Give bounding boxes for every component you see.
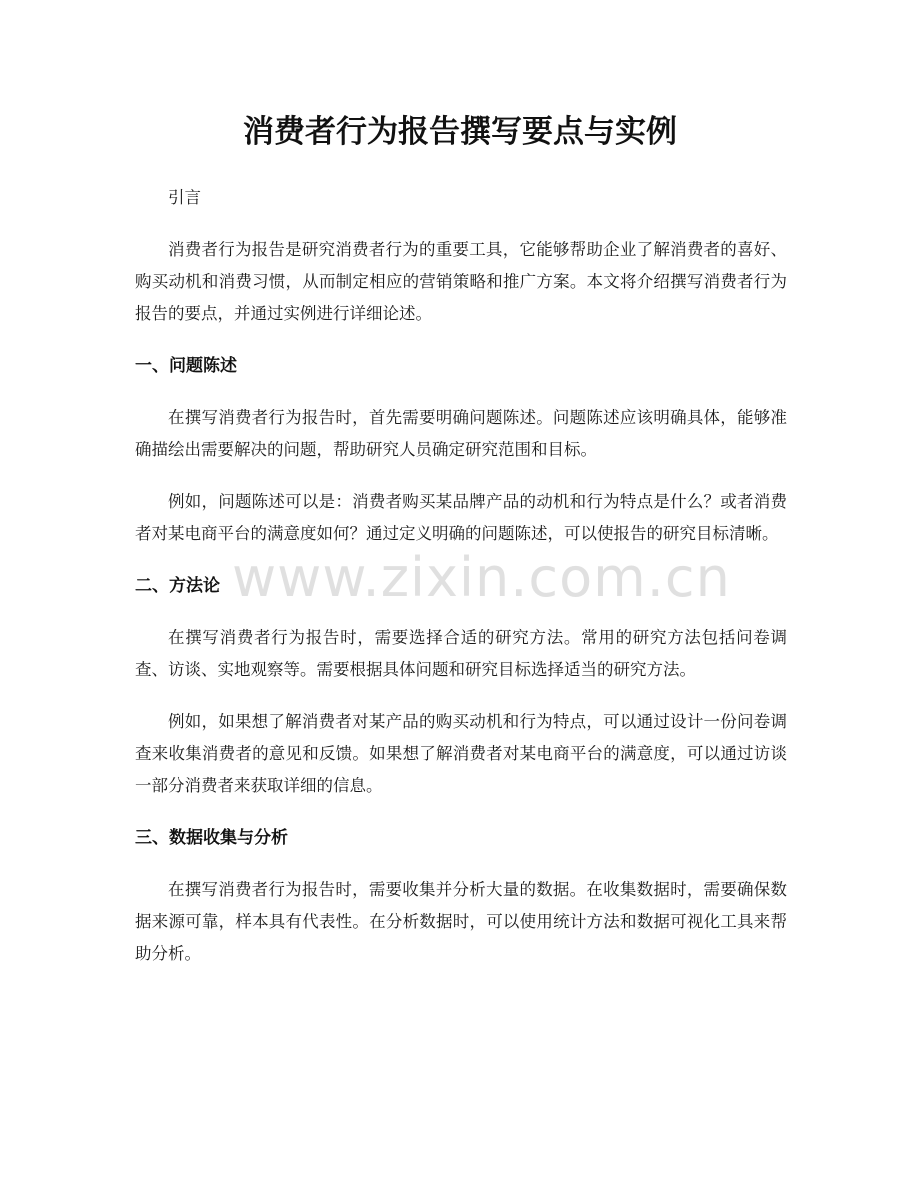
document-body: [135, 182, 787, 990]
intro-paragraph: 消费者行为报告是研究消费者行为的重要工具，它能够帮助企业了解消费者的喜好、购买动机和消费习惯，从而制定相应的营销策略和推广方案。本文将介绍撰写消费者行为报告的要点，并通过实例进行详细论述。: [135, 240, 787, 323]
document-title: 消费者行为报告撰写要点与实例: [243, 114, 677, 150]
section-heading-method: 二、方法论: [135, 576, 220, 596]
section-heading-problem: 一、问题陈述: [135, 356, 237, 376]
section-method-paragraph-2: 例如，如果想了解消费者对某产品的购买动机和行为特点，可以通过设计一份问卷调查来收集消费者的意见和反馈。如果想了解消费者对某电商平台的满意度，可以通过访谈一部分消费者来获取详细的信息。: [135, 712, 787, 795]
watermark-text: www.zixin.com.cn: [232, 546, 731, 609]
section-problem-paragraph-1: 在撰写消费者行为报告时，首先需要明确问题陈述。问题陈述应该明确具体，能够准确描绘出需要解决的问题，帮助研究人员确定研究范围和目标。: [135, 408, 787, 459]
section-method-paragraph-1: 在撰写消费者行为报告时，需要选择合适的研究方法。常用的研究方法包括问卷调查、访谈、实地观察等。需要根据具体问题和研究目标选择适当的研究方法。: [135, 628, 787, 679]
section-heading-data: 三、数据收集与分析: [135, 828, 288, 848]
section-problem-paragraph-2: 例如，问题陈述可以是：消费者购买某品牌产品的动机和行为特点是什么？或者消费者对某电商平台的满意度如何？通过定义明确的问题陈述，可以使报告的研究目标清晰。: [135, 492, 787, 543]
intro-label: 引言: [168, 188, 201, 207]
section-data-paragraph-1: 在撰写消费者行为报告时，需要收集并分析大量的数据。在收集数据时，需要确保数据来源可靠，样本具有代表性。在分析数据时，可以使用统计方法和数据可视化工具来帮助分析。: [135, 880, 787, 963]
